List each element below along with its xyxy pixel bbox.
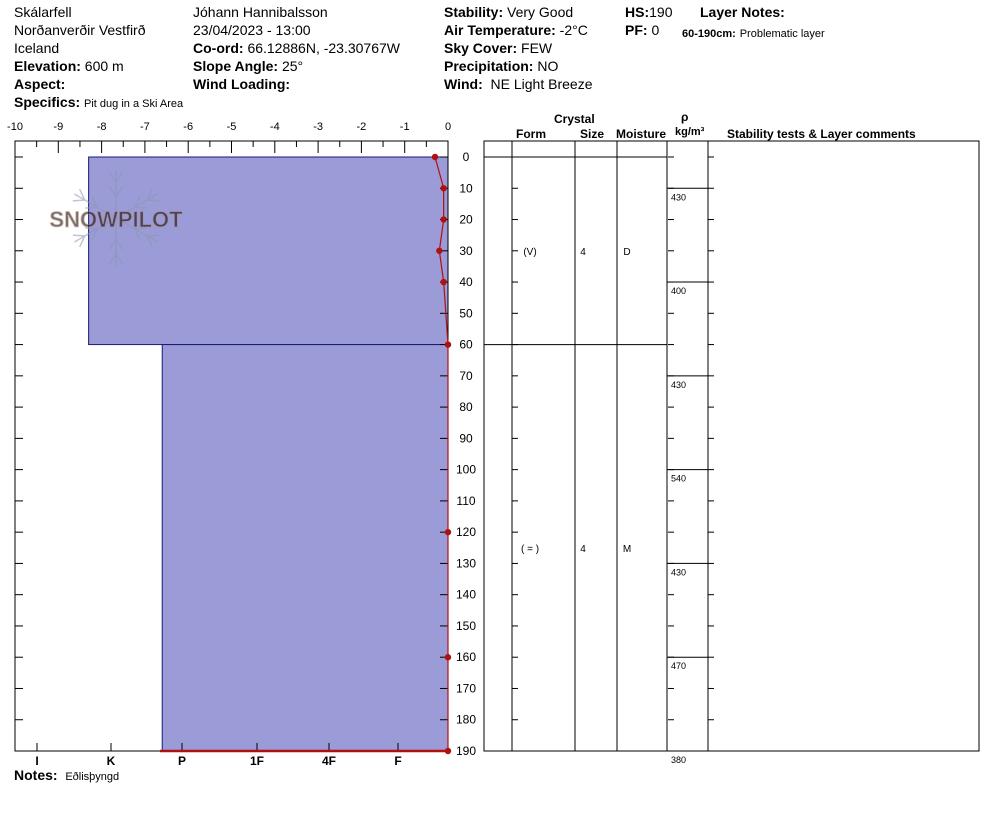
temperature-point: [445, 341, 451, 347]
density-value: 380: [671, 755, 687, 765]
country-name: Iceland: [14, 40, 60, 56]
stability-label: Stability:: [444, 4, 504, 20]
depth-tick-label: 120: [455, 525, 477, 540]
comments-header: Stability tests & Layer comments: [727, 127, 916, 141]
depth-tick-label: 180: [455, 712, 477, 727]
temp-tick-label: -1: [399, 121, 410, 133]
table-frame: [484, 141, 979, 751]
density-value: 400: [671, 286, 687, 297]
layer-form: (V): [523, 246, 537, 258]
layer-notes-label: Layer Notes:: [700, 4, 785, 20]
hardness-tick-label: K: [106, 754, 116, 768]
location-name: Skálarfell: [14, 4, 72, 20]
layer-size: 4: [580, 246, 586, 258]
hs-value: 190: [649, 4, 673, 20]
pf-value: 0: [651, 22, 660, 38]
temp-tick-label: -2: [356, 121, 367, 133]
wind-value: NE Light Breeze: [490, 76, 593, 92]
stability-value: Very Good: [507, 4, 574, 20]
temp-tick-label: 0: [444, 121, 452, 133]
temp-tick-label: -5: [226, 121, 237, 133]
depth-tick-label: 110: [456, 493, 476, 508]
depth-tick-label: 0: [462, 150, 470, 164]
temperature-point: [440, 185, 446, 191]
depth-tick-label: 60: [459, 337, 473, 352]
notes-value: Eðlisþyngd: [65, 771, 120, 783]
temperature-point: [432, 154, 438, 160]
hardness-layer-0: [89, 157, 448, 345]
snowflake-branch: [147, 235, 159, 236]
notes-label: Notes:: [14, 767, 58, 783]
hardness-tick-label: P: [177, 754, 187, 768]
hardness-tick-label: 4F: [321, 754, 337, 768]
temp-tick-label: -3: [313, 121, 323, 133]
temperature-point: [445, 654, 451, 660]
temp-tick-label: -9: [53, 121, 64, 133]
form-header: Form: [516, 127, 546, 141]
datetime: 23/04/2023 - 13:00: [193, 22, 311, 38]
observer-name: Jóhann Hannibalsson: [193, 4, 328, 20]
snowflake-branch: [147, 200, 159, 201]
sky-label: Sky Cover:: [444, 40, 518, 56]
hardness-tick-label: 1F: [249, 754, 265, 768]
aspect-label: Aspect:: [14, 76, 66, 92]
depth-tick-label: 140: [455, 587, 477, 602]
depth-tick-label: 190: [455, 744, 477, 758]
layer-table: [484, 141, 708, 765]
temp-tick-label: -4: [269, 121, 280, 133]
air-temp-value: -2°C: [559, 22, 588, 38]
hardness-tick-label: F: [394, 754, 402, 768]
hardness-layers: [89, 157, 448, 751]
hs-label: HS:: [625, 4, 650, 20]
sky-value: FEW: [521, 40, 553, 56]
hardness-layer-1: [162, 345, 448, 751]
depth-tick-label: 170: [455, 681, 477, 696]
wind-loading-label: Wind Loading:: [193, 76, 291, 92]
depth-tick-label: 50: [459, 306, 473, 321]
depth-tick-label: 80: [459, 400, 473, 415]
density-value: 540: [671, 473, 687, 484]
depth-tick-label: 160: [455, 650, 477, 665]
layer-moisture: D: [623, 246, 631, 258]
coord-label: Co-ord:: [193, 40, 244, 56]
depth-tick-label: 100: [455, 462, 477, 477]
layer-note-range: 60-190cm:: [682, 28, 736, 40]
region-name: Norðanverðir Vestfirð: [14, 22, 146, 38]
density-value: 430: [671, 379, 687, 390]
depth-tick-label: 20: [459, 212, 473, 227]
temp-tick-label: -10: [7, 121, 23, 133]
depth-tick-label: 40: [459, 275, 473, 290]
depth-tick-label: 70: [459, 368, 473, 383]
wind-label: Wind:: [444, 76, 483, 92]
depth-tick-label: 150: [455, 618, 477, 633]
precip-label: Precipitation:: [444, 58, 534, 74]
temp-tick-label: -6: [183, 121, 194, 133]
slope-value: 25°: [281, 58, 304, 74]
temperature-point: [445, 529, 451, 535]
specifics-value: Pit dug in a Ski Area: [84, 98, 184, 110]
density-value: 430: [671, 192, 687, 203]
slope-label: Slope Angle:: [193, 58, 279, 74]
watermark-text: SNOWPILOT: [49, 207, 183, 232]
layer-moisture: M: [622, 543, 632, 555]
temp-tick-label: -7: [140, 121, 150, 133]
depth-tick-label: 130: [455, 556, 477, 571]
density-value: 430: [671, 567, 687, 578]
crystal-header: Crystal: [554, 112, 595, 126]
depth-tick-label: 10: [459, 181, 473, 196]
snowflake-branch: [73, 200, 85, 201]
depth-tick-label: 30: [459, 243, 473, 258]
coord-value: 66.12886N, -23.30767W: [247, 40, 400, 56]
temperature-point: [440, 279, 446, 285]
layer-form: ( = ): [520, 543, 540, 555]
hardness-tick-label: I: [35, 754, 39, 768]
layer-note-text: Problematic layer: [739, 28, 825, 40]
air-temp-label: Air Temperature:: [444, 22, 556, 38]
size-header: Size: [580, 127, 605, 141]
temperature-point: [436, 248, 442, 254]
pf-label: PF:: [625, 22, 648, 38]
moisture-header: Moisture: [616, 127, 667, 141]
temp-tick-label: -8: [96, 121, 107, 133]
elevation-value: 600 m: [84, 58, 124, 74]
rho-header: ρ: [681, 110, 689, 124]
precip-value: NO: [537, 58, 559, 74]
rho-unit: kg/m³: [675, 126, 705, 138]
elevation-label: Elevation:: [14, 58, 81, 74]
density-value: 470: [671, 661, 687, 672]
specifics-label: Specifics:: [14, 94, 81, 110]
temperature-point: [440, 216, 446, 222]
depth-tick-label: 90: [459, 431, 473, 446]
snowflake-branch: [73, 235, 85, 236]
layer-size: 4: [580, 543, 586, 555]
